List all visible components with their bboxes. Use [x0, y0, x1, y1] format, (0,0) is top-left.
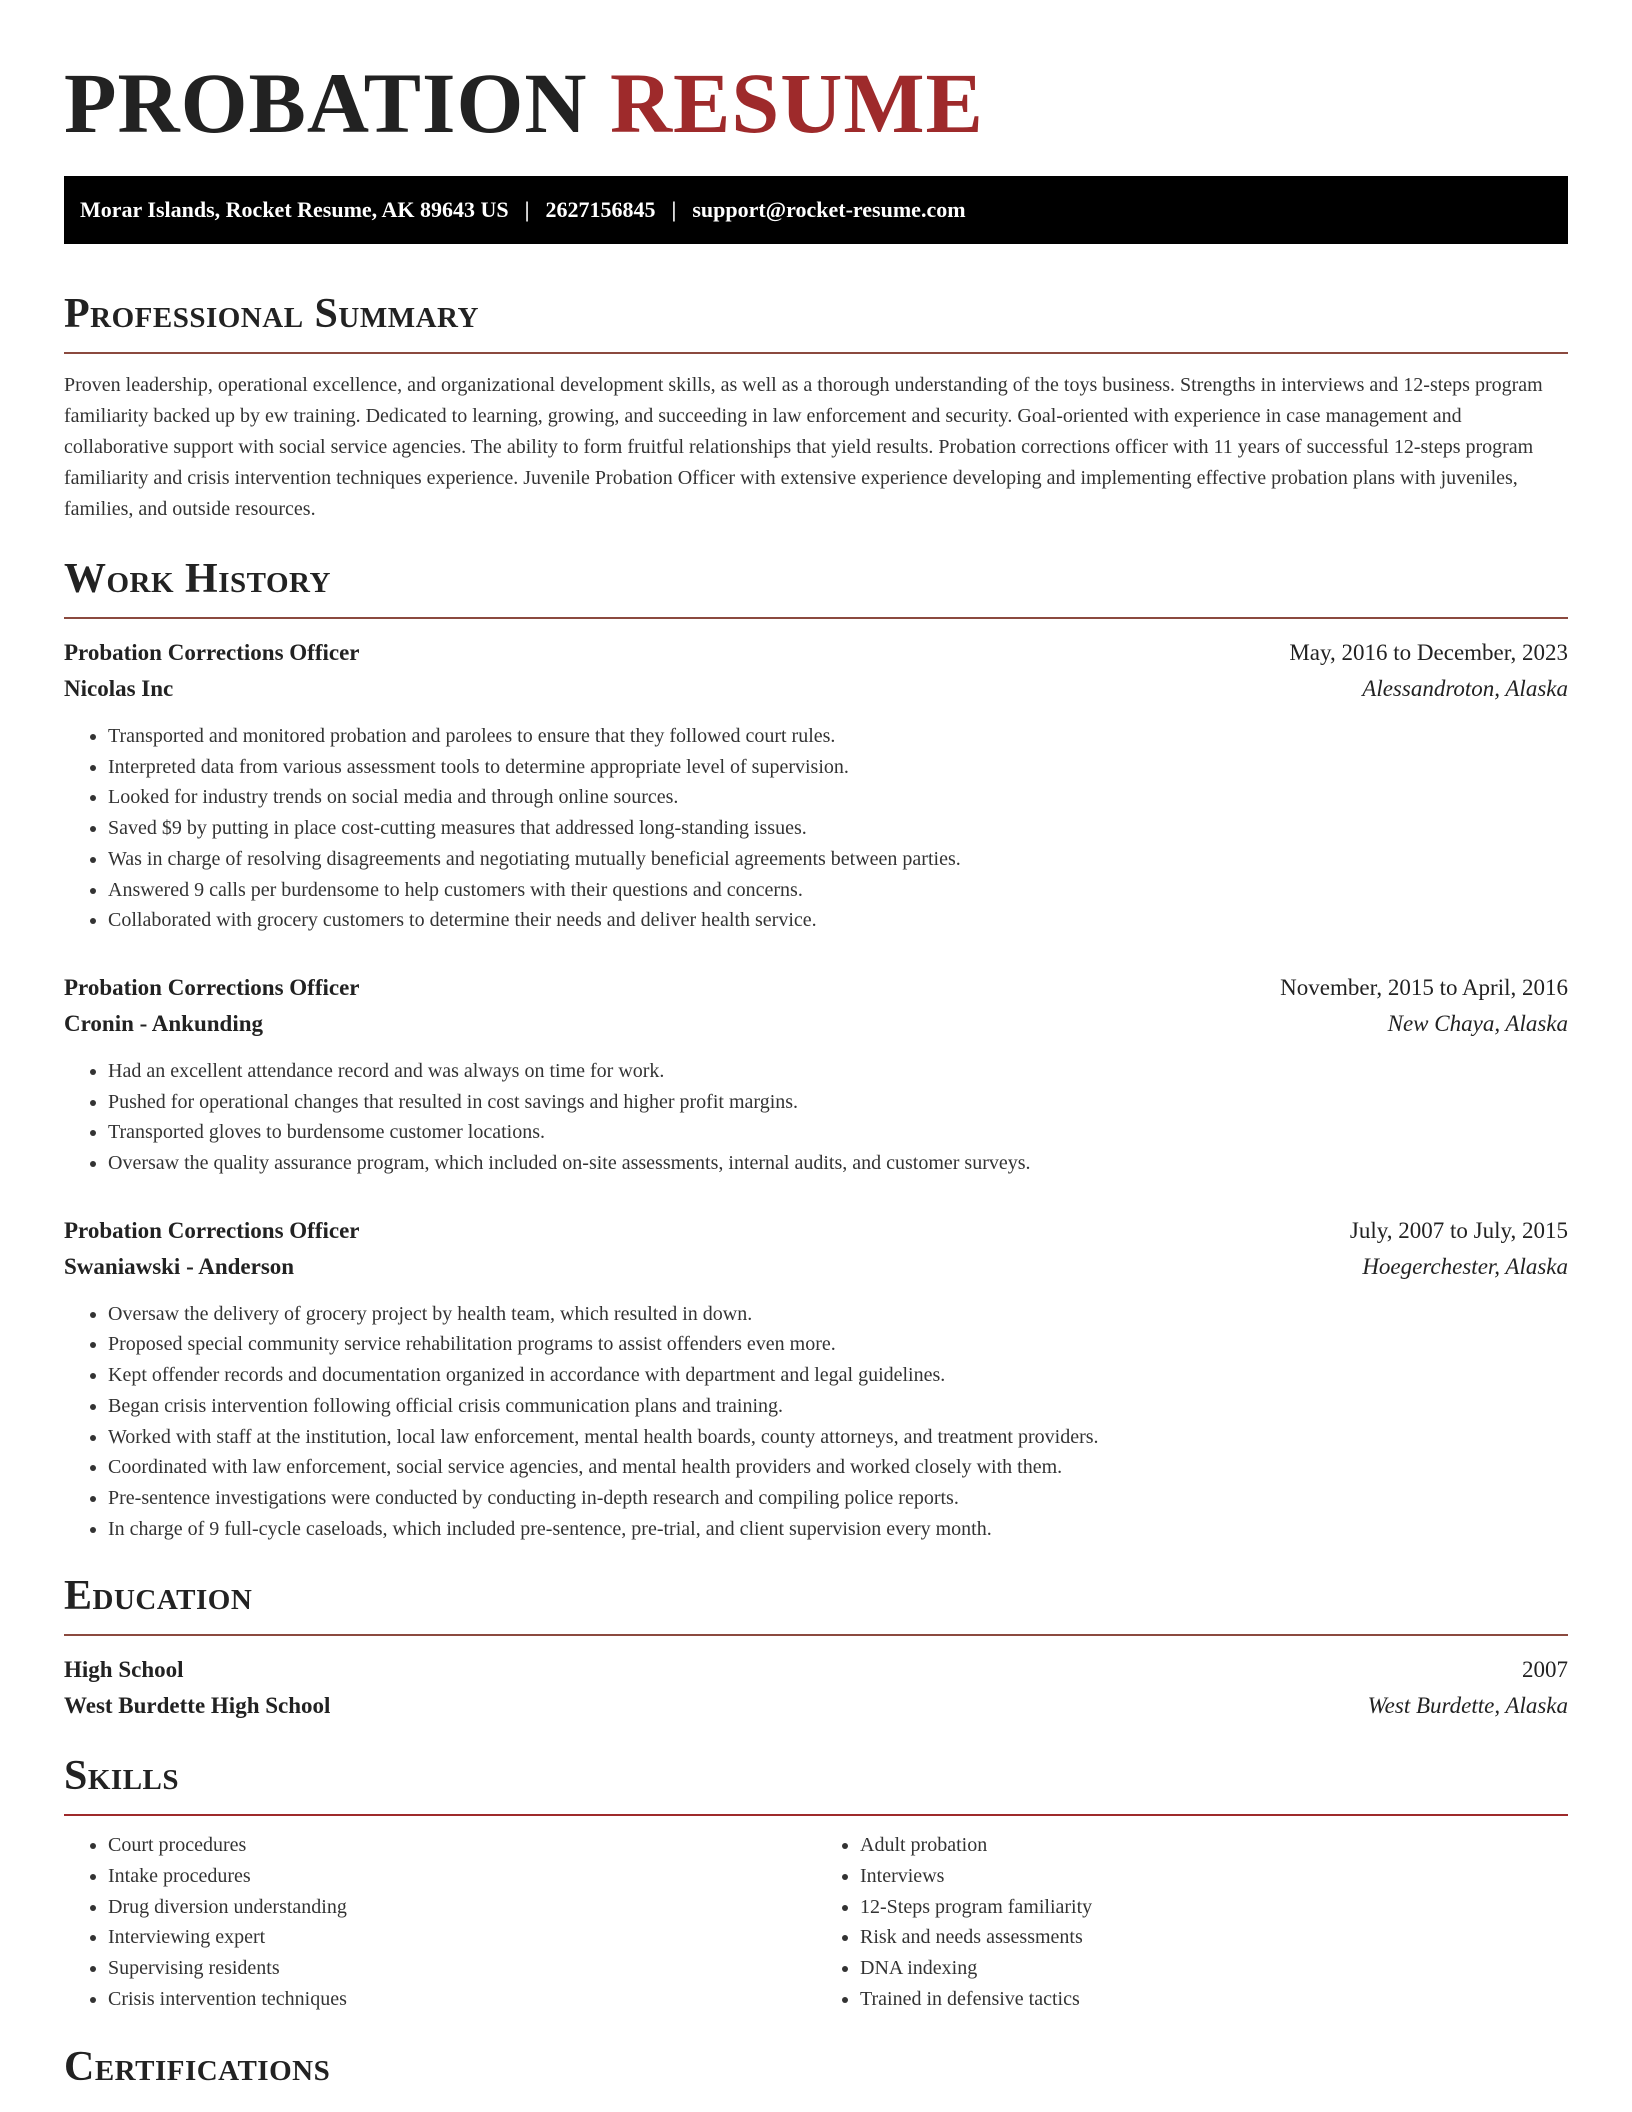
- job-company: Nicolas Inc: [64, 676, 174, 701]
- summary-text: Proven leadership, operational excellence, and organizational development skills, as well as a thorough understanding of the toys business. Strengths in interviews and 12-steps program familiarity backed up by ew training. Dedicated to learning, growing, and succeeding in law enforcement and security. Goal-oriented with experience in case management and collaborative support with social service agencies. The ability to form fruitful relationships that yield results. Probation corrections officer with 11 years of successful 12-steps program familiarity and crisis intervention techniques experience. Juvenile Probation Officer with extensive experience developing and implementing effective probation plans with juveniles, families, and outside resources.: [64, 374, 1543, 520]
- job-company: Swaniawski - Anderson: [64, 1253, 295, 1279]
- education-degree: High School: [64, 1657, 184, 1683]
- education-entry: [64, 1652, 1568, 1724]
- job-bullet: • Oversaw the delivery of grocery project by health team, which resulted in down.: [108, 1299, 1568, 1330]
- skill-item: • 12-Steps program familiarity: [860, 1892, 1568, 1923]
- skill-item: • Trained in defensive tactics: [860, 1984, 1568, 2015]
- skill-item: • Adult probation: [860, 1830, 1568, 1861]
- job-location: Hoegerchester, Alaska: [1362, 1253, 1568, 1279]
- job-title-row: [64, 970, 1568, 1006]
- job-bullet: • Answered 9 calls per burdensome to help customers with their questions and concerns.: [108, 875, 1568, 906]
- job-bullet: • Transported gloves to burdensome customer locations.: [108, 1117, 1568, 1148]
- job-title: Probation Corrections Officer: [64, 974, 360, 1000]
- skill-item: • Crisis intervention techniques: [108, 1984, 816, 2015]
- contact-address: Morar Islands, Rocket Resume, AK 89643 US: [80, 197, 509, 222]
- job-bullet-list: [64, 721, 1568, 936]
- education-school-row: [64, 1688, 1568, 1724]
- job-bullet: • Worked with staff at the institution, local law enforcement, mental health boards, county attorneys, and treatment providers.: [108, 1422, 1568, 1453]
- job-bullet: • Interpreted data from various assessment tools to determine appropriate level of supervision.: [108, 752, 1568, 783]
- job-company-row: [64, 1006, 1568, 1042]
- section-divider: [64, 617, 1568, 619]
- job-entry: [64, 635, 1568, 936]
- job-title-row: [64, 635, 1568, 671]
- job-title: Probation Corrections Officer: [64, 640, 360, 665]
- job-bullet: • Coordinated with law enforcement, social service agencies, and mental health providers and worked closely with them.: [108, 1452, 1568, 1483]
- job-bullet: • Transported and monitored probation and parolees to ensure that they followed court rules.: [108, 721, 1568, 752]
- job-bullet: • Oversaw the quality assurance program, which included on-site assessments, internal audits, and customer surveys.: [108, 1148, 1568, 1179]
- title-word-probation: PROBATION: [64, 55, 588, 151]
- job-bullet: • In charge of 9 full-cycle caseloads, which included pre-sentence, pre-trial, and client supervision every month.: [108, 1514, 1568, 1545]
- job-bullet-list: [64, 1299, 1568, 1545]
- education-year: 2007: [1522, 1657, 1568, 1683]
- job-bullet: • Collaborated with grocery customers to determine their needs and deliver health service.: [108, 905, 1568, 936]
- skills-list-left: [64, 1830, 816, 2014]
- section-heading-education: Education: [64, 1573, 253, 1620]
- job-title-row: [64, 1213, 1568, 1249]
- section-heading-work-history: Work History: [64, 556, 331, 602]
- job-location: New Chaya, Alaska: [1387, 1010, 1568, 1036]
- job-company-row: [64, 671, 1568, 707]
- job-company-row: [64, 1249, 1568, 1285]
- job-bullet: • Began crisis intervention following official crisis communication plans and training.: [108, 1391, 1568, 1422]
- section-heading-certifications: Certifications: [64, 2043, 331, 2090]
- job-bullet: • Looked for industry trends on social media and through online sources.: [108, 782, 1568, 813]
- job-dates: May, 2016 to December, 2023: [1289, 640, 1568, 665]
- job-entry: [64, 970, 1568, 1179]
- section-divider: [64, 1814, 1568, 1816]
- contact-separator: |: [524, 197, 530, 222]
- contact-phone: 2627156845: [545, 197, 656, 222]
- job-bullet: • Pushed for operational changes that resulted in cost savings and higher profit margins.: [108, 1087, 1568, 1118]
- resume-title: [64, 55, 1568, 151]
- job-title: Probation Corrections Officer: [64, 1217, 360, 1243]
- section-heading-summary: Professional Summary: [64, 291, 479, 337]
- job-bullet: • Was in charge of resolving disagreements and negotiating mutually beneficial agreements between parties.: [108, 844, 1568, 875]
- job-bullet-list: [64, 1056, 1568, 1179]
- job-dates: July, 2007 to July, 2015: [1349, 1217, 1568, 1243]
- job-bullet: • Saved $9 by putting in place cost-cutting measures that addressed long-standing issues.: [108, 813, 1568, 844]
- skills-list-right: [816, 1830, 1568, 2014]
- section-divider: [64, 1634, 1568, 1636]
- title-word-resume: RESUME: [609, 55, 984, 151]
- section-divider: [64, 352, 1568, 354]
- job-entry: [64, 1213, 1568, 1545]
- skill-item: • Court procedures: [108, 1830, 816, 1861]
- skill-item: • Drug diversion understanding: [108, 1892, 816, 1923]
- contact-email: support@rocket-resume.com: [692, 197, 966, 222]
- skill-item: • DNA indexing: [860, 1953, 1568, 1984]
- skills-grid: [64, 1830, 1568, 2014]
- job-location: Alessandroton, Alaska: [1362, 676, 1568, 701]
- skill-item: • Interviews: [860, 1861, 1568, 1892]
- skill-item: • Risk and needs assessments: [860, 1922, 1568, 1953]
- skill-item: • Intake procedures: [108, 1861, 816, 1892]
- job-bullet: • Had an excellent attendance record and was always on time for work.: [108, 1056, 1568, 1087]
- job-bullet: • Proposed special community service rehabilitation programs to assist offenders even more.: [108, 1329, 1568, 1360]
- skill-item: • Supervising residents: [108, 1953, 816, 1984]
- section-heading-skills: Skills: [64, 1753, 180, 1800]
- job-bullet: • Kept offender records and documentation organized in accordance with department and legal guidelines.: [108, 1360, 1568, 1391]
- education-degree-row: [64, 1652, 1568, 1688]
- job-dates: November, 2015 to April, 2016: [1280, 974, 1568, 1000]
- contact-separator: |: [671, 197, 677, 222]
- contact-bar: [64, 176, 1568, 244]
- skill-item: • Interviewing expert: [108, 1922, 816, 1953]
- job-company: Cronin - Ankunding: [64, 1010, 264, 1036]
- job-bullet: • Pre-sentence investigations were conducted by conducting in-depth research and compiling police reports.: [108, 1483, 1568, 1514]
- education-school: West Burdette High School: [64, 1693, 331, 1719]
- education-location: West Burdette, Alaska: [1367, 1693, 1568, 1719]
- resume-page: [64, 0, 1568, 2091]
